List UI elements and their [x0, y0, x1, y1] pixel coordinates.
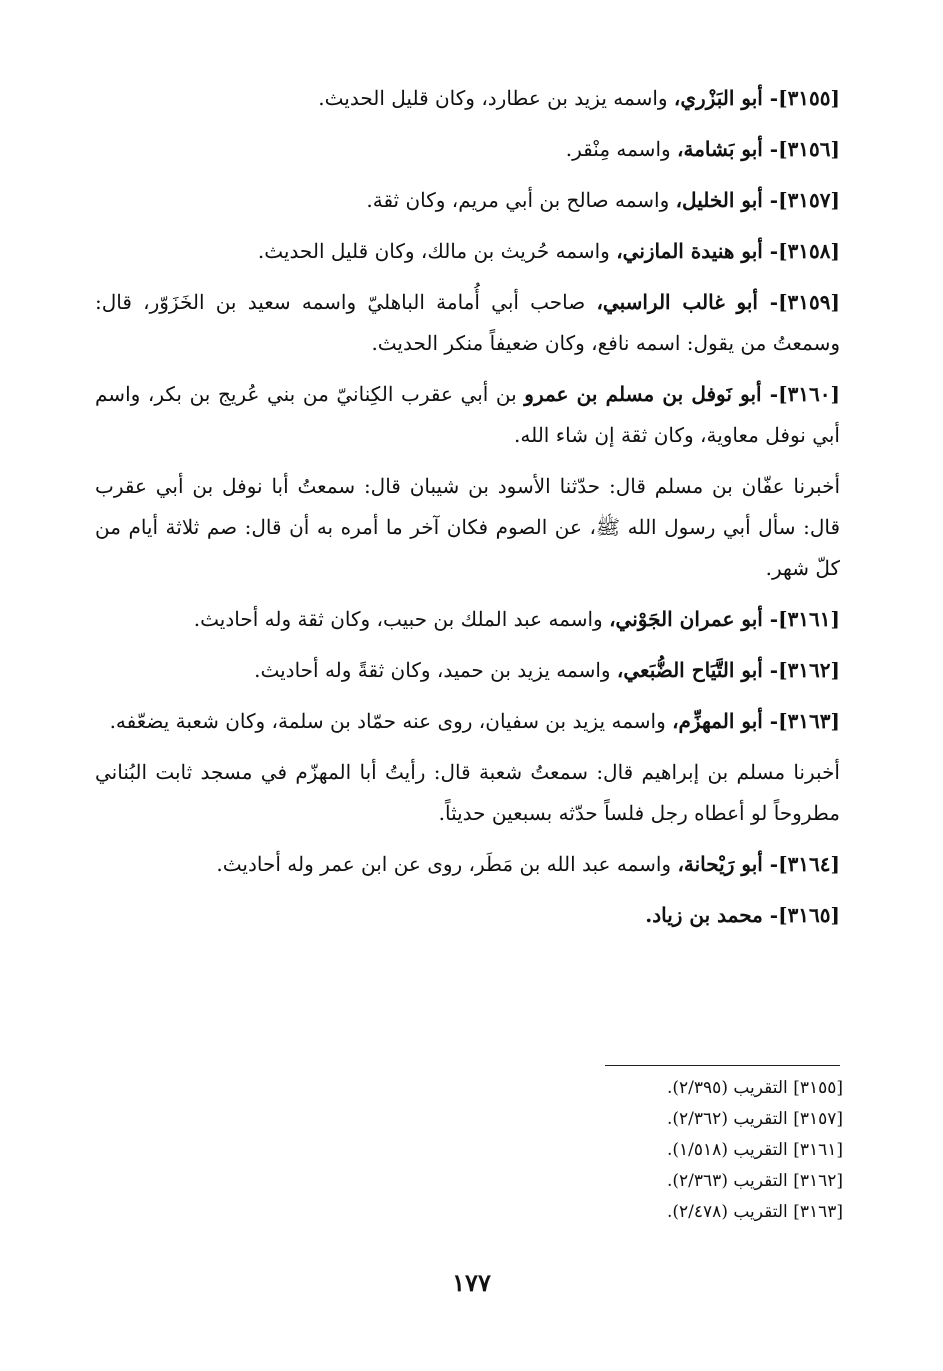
entry-3163: [95, 701, 840, 742]
footnote: [٣١٥٧] التقريب (٢/٣٦٢).: [667, 1109, 843, 1129]
entry-text: واسمه عبد الملك بن حبيب، وكان ثقة وله أحاديث.: [193, 607, 610, 631]
entry-text: واسمه يزيد بن سفيان، روى عنه حمّاد بن سلمة، وكان شعبة يضعّفه.: [109, 709, 673, 733]
entry-number: [٣١٦٥]: [778, 903, 840, 927]
entry-3158: [95, 231, 840, 272]
footnote: [٣١٦٢] التقريب (٢/٣٦٣).: [667, 1171, 843, 1191]
entry-name: - أبو التَّيَاح الضُّبَعي،: [616, 658, 779, 682]
footnote: [٣١٦٣] التقريب (٢/٤٧٨).: [667, 1202, 843, 1222]
entry-name: - أبو نَوفل بن مسلم بن عمرو: [524, 382, 779, 406]
entry-name: - أبو البَزْري،: [673, 86, 779, 110]
entry-name: - محمد بن زياد.: [645, 903, 779, 927]
entry-number: [٣١٦٣]: [778, 709, 840, 733]
entry-number: [٣١٥٩]: [778, 290, 840, 314]
entry-text: واسمه صالح بن أبي مريم، وكان ثقة.: [366, 188, 676, 212]
entry-3156: [95, 129, 840, 170]
entry-3155: [95, 78, 840, 119]
entry-3157: [95, 180, 840, 221]
footnote: [٣١٥٥] التقريب (٢/٣٩٥).: [667, 1078, 843, 1098]
entry-text: بن أبي عقرب الكِنانيّ من بني عُريج بن بكر، واسم أبي نوفل معاوية، وكان ثقة إن شاء الله.: [95, 382, 840, 447]
entry-name: - أبو بَشامة،: [677, 137, 779, 161]
entry-name: - أبو رَيْحانة،: [677, 852, 779, 876]
entry-text: واسمه عبد الله بن مَطَر، روى عن ابن عمر وله أحاديث.: [216, 852, 678, 876]
entry-3165: [95, 895, 840, 936]
narration-paragraph: أخبرنا عفّان بن مسلم قال: حدّثنا الأسود بن شيبان قال: سمعتُ أبا نوفل بن أبي عقرب قال: سأل أبي رسول الله ﷺ، عن الصوم فكان آخر ما أمره به أن قال: صم ثلاثة أيام من كلّ شهر.: [95, 474, 840, 580]
entry-3164: [95, 844, 840, 885]
entry-text: واسمه مِنْقر.: [565, 137, 678, 161]
entry-3161: [95, 599, 840, 640]
entry-number: [٣١٥٧]: [778, 188, 840, 212]
footnote: [٣١٦١] التقريب (١/٥١٨).: [667, 1140, 843, 1160]
entry-text: واسمه يزيد بن حميد، وكان ثقةً وله أحاديث.: [254, 658, 617, 682]
entry-name: - أبو المهزِّم،: [672, 709, 779, 733]
footnote-divider: [605, 1065, 840, 1066]
entry-text: صاحب أبي أُمامة الباهليّ واسمه سعيد بن الخَزَوّر، قال: وسمعتُ من يقول: اسمه نافع، وكان ضعيفاً منكر الحديث.: [95, 290, 840, 355]
entry-number: [٣١٦٢]: [778, 658, 840, 682]
entry-3162: [95, 650, 840, 691]
entry-3160: [95, 374, 840, 456]
entry-name: - أبو الخليل،: [675, 188, 779, 212]
entry-number: [٣١٦١]: [778, 607, 840, 631]
entry-3159: [95, 282, 840, 364]
entry-name: - أبو هنيدة المازني،: [616, 239, 779, 263]
footnotes: [443, 1073, 843, 1228]
page-number: ١٧٧: [452, 1268, 491, 1297]
narration-paragraph: أخبرنا مسلم بن إبراهيم قال: سمعتُ شعبة قال: رأيتُ أبا المهزّم في مسجد ثابت البُناني مطروحاً لو أعطاه رجل فلساً حدّثه بسبعين حديثاً.: [95, 760, 840, 825]
entry-number: [٣١٦٠]: [778, 382, 840, 406]
entry-text: واسمه حُريث بن مالك، وكان قليل الحديث.: [257, 239, 617, 263]
entry-number: [٣١٦٤]: [778, 852, 840, 876]
entry-number: [٣١٥٦]: [778, 137, 840, 161]
entry-name: - أبو عمران الجَوْني،: [609, 607, 779, 631]
page-body: [95, 78, 840, 946]
entry-name: - أبو غالب الراسبي،: [596, 290, 779, 314]
entry-text: واسمه يزيد بن عطارد، وكان قليل الحديث.: [318, 86, 674, 110]
entry-number: [٣١٥٨]: [778, 239, 840, 263]
entry-number: [٣١٥٥]: [778, 86, 840, 110]
